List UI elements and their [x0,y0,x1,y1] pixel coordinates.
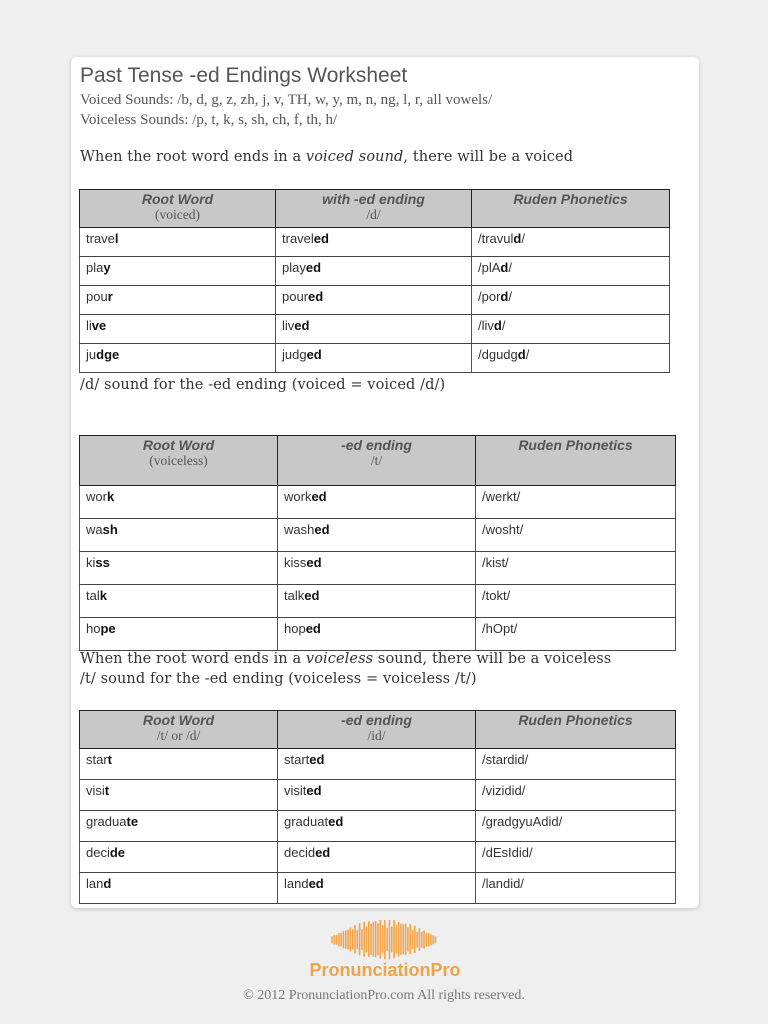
cell-text-end: / [521,231,525,246]
cell-bold-ending: dge [96,347,120,362]
sound-wave-logo-icon [300,920,470,960]
voiceless-table [79,435,676,651]
table-cell [80,519,278,552]
voiceless-rule-after: sound, there will be a voiceless [373,651,612,667]
cell-bold-ending: ed [306,555,322,570]
table-row [80,749,676,780]
table-row [80,519,676,552]
voiced-rule-text [80,149,573,165]
voiced-rule-emphasis: voiced sound [305,149,404,165]
cell-bold-ending: ed [311,489,327,504]
cell-bold-ending: r [107,289,113,304]
cell-bold-ending: ed [304,588,320,603]
column-header [472,190,670,228]
column-header [278,711,476,749]
table-cell [476,780,676,811]
cell-bold-ending: ed [294,318,310,333]
cell-text: talk [284,588,305,603]
column-header-label: with -ed ending [322,191,425,207]
cell-text: graduat [284,814,329,829]
cell-text: /gradgyuAdid/ [482,814,563,829]
cell-text: visit [284,783,307,798]
table-cell [278,780,476,811]
cell-text: work [284,489,312,504]
cell-text: /kist/ [482,555,509,570]
cell-bold-ending: ed [328,814,344,829]
column-header [80,711,278,749]
column-header-sub: (voiceless) [149,453,208,468]
cell-text-end: / [501,318,506,333]
column-header-label: Ruden Phonetics [518,712,633,728]
voiceless-rule-continuation: /t/ sound for the -ed ending (voiceless = voiceless /t/) [80,671,477,687]
cell-text-end: / [508,289,512,304]
table-cell [278,618,476,651]
table-cell [276,257,472,286]
cell-text: deci [86,845,110,860]
cell-bold-ending: k [106,489,115,504]
cell-bold-ending: d [103,876,112,891]
cell-text: gradua [86,814,127,829]
table-cell [476,842,676,873]
column-header-label: -ed ending [341,712,412,728]
table-row [80,486,676,519]
table-row [80,344,670,373]
cell-bold-ending: d [500,260,509,275]
table-cell [278,585,476,618]
cell-bold-ending: d [493,318,502,333]
table-cell [278,749,476,780]
column-header-label: Root Word [141,191,214,207]
cell-text: /liv [478,318,494,333]
table-row [80,286,670,315]
column-header-label: Ruden Phonetics [518,437,633,453]
table-cell [80,842,278,873]
table-cell [80,257,276,286]
column-header-sub: /t/ [370,453,383,468]
cell-text: /tokt/ [482,588,511,603]
cell-text: /landid/ [482,876,524,891]
cell-bold-ending: k [99,588,107,603]
cell-text: trave [86,231,115,246]
column-header [278,436,476,486]
column-header-sub: /t/ or /d/ [156,728,201,743]
table-cell [278,519,476,552]
logo-text: PronunciationPro [309,960,461,980]
cell-bold-ending: de [109,845,126,860]
cell-text: travel [282,231,314,246]
column-header-label: Ruden Phonetics [513,191,628,207]
table-cell [476,749,676,780]
table-cell [476,552,676,585]
cell-bold-ending: te [126,814,139,829]
cell-text: /dgudg [478,347,518,362]
table-row [80,257,670,286]
table-cell [80,618,278,651]
table-cell [276,286,472,315]
cell-text: /werkt/ [482,489,521,504]
cell-bold-ending: pe [100,621,116,636]
table-cell [80,344,276,373]
cell-text: hop [284,621,306,636]
cell-text: land [284,876,309,891]
column-header-label: Root Word [142,712,215,728]
cell-text: ho [86,621,101,636]
table-cell [80,585,278,618]
cell-bold-ending: sh [102,522,118,537]
voiced-table [79,189,670,373]
table-cell [278,811,476,842]
cell-bold-ending: y [103,260,111,275]
voiced-sounds-line: Voiced Sounds: /b, d, g, z, zh, j, v, TH, w, y, m, n, ng, l, r, all vowels/ [80,92,493,108]
cell-text: wor [86,489,107,504]
table-cell [276,228,472,257]
voiceless-rule-before: When the root word ends in a [80,651,306,667]
voiced-rule-continuation: /d/ sound for the -ed ending (voiced = voiced /d/) [80,377,446,393]
table-cell [278,486,476,519]
cell-bold-ending: ss [95,555,110,570]
cell-bold-ending: l [114,231,119,246]
cell-bold-ending: d [517,347,526,362]
cell-bold-ending: ed [305,260,322,275]
table-cell [80,749,278,780]
cell-text: /vizidid/ [482,783,526,798]
copyright-footer: © 2012 PronunciationPro.com All rights reserved. [243,988,525,1003]
table-cell [476,519,676,552]
cell-text: pour [282,289,309,304]
table-cell [476,873,676,904]
cell-text: /plA [478,260,501,275]
column-header [80,436,278,486]
table-row [80,315,670,344]
table-row [80,552,676,585]
table-cell [472,228,670,257]
cell-text: /travul [478,231,514,246]
table-cell [476,811,676,842]
column-header [476,711,676,749]
table-cell [80,486,278,519]
cell-text: li [86,318,92,333]
table-cell [472,344,670,373]
table-cell [278,552,476,585]
cell-text: /por [478,289,501,304]
cell-bold-ending: ed [306,347,322,362]
table-cell [472,257,670,286]
cell-text: pla [86,260,104,275]
column-header-sub: /d/ [366,207,381,222]
table-cell [476,618,676,651]
column-header [80,190,276,228]
id-ending-table [79,710,676,904]
table-cell [278,873,476,904]
cell-text: tal [86,588,100,603]
table-cell [472,315,670,344]
column-header-sub: /id/ [367,728,386,743]
table-cell [80,552,278,585]
table-cell [276,344,472,373]
table-header-row [80,436,676,486]
table-header-row [80,711,676,749]
voiced-rule-before: When the root word ends in a [80,149,306,165]
table-row [80,228,670,257]
cell-text-end: / [508,260,512,275]
cell-text: visi [86,783,105,798]
cell-bold-ending: ed [308,289,324,304]
table-cell [80,315,276,344]
table-cell [80,780,278,811]
cell-bold-ending: ed [313,231,329,246]
column-header [276,190,472,228]
table-row [80,811,676,842]
cell-bold-ending: d [500,289,509,304]
column-header-sub: (voiced) [155,207,200,222]
table-cell [276,315,472,344]
table-row [80,585,676,618]
voiceless-rule-emphasis: voiceless [305,651,374,667]
cell-text: ki [86,555,96,570]
voiced-rule-after: , there will be a voiced [403,149,574,165]
column-header-label: Root Word [142,437,215,453]
column-header-label: -ed ending [341,437,412,453]
cell-text: kiss [284,555,307,570]
table-cell [476,486,676,519]
voiceless-rule-text [80,651,611,667]
table-row [80,780,676,811]
cell-bold-ending: ed [306,783,322,798]
cell-text: /stardid/ [482,752,529,767]
table-row [80,873,676,904]
cell-bold-ending: d [513,231,522,246]
cell-text: pou [86,289,108,304]
pronunciationpro-logo [300,920,470,984]
table-row [80,842,676,873]
table-cell [278,842,476,873]
cell-text: play [282,260,306,275]
table-header-row [80,190,670,228]
cell-text: judg [282,347,307,362]
cell-text-end: / [525,347,530,362]
cell-bold-ending: ed [314,522,330,537]
cell-text: start [284,752,310,767]
table-cell [80,873,278,904]
cell-bold-ending: t [104,783,110,798]
cell-bold-ending: t [107,752,113,767]
cell-bold-ending: ed [305,621,321,636]
table-row [80,618,676,651]
cell-text: /wosht/ [482,522,524,537]
table-cell [80,811,278,842]
table-cell [476,585,676,618]
cell-text: /dEsIdid/ [482,845,533,860]
cell-bold-ending: ve [91,318,107,333]
voiceless-sounds-line: Voiceless Sounds: /p, t, k, s, sh, ch, f, th, h/ [80,112,338,128]
table-cell [80,286,276,315]
cell-text: decid [284,845,316,860]
cell-bold-ending: ed [308,876,324,891]
cell-text: star [86,752,108,767]
cell-bold-ending: ed [315,845,331,860]
table-cell [80,228,276,257]
cell-text: wa [86,522,103,537]
cell-text: /hOpt/ [482,621,518,636]
cell-bold-ending: ed [309,752,325,767]
table-cell [472,286,670,315]
cell-text: liv [282,318,295,333]
page-title: Past Tense -ed Endings Worksheet [80,64,408,87]
cell-text: ju [86,347,97,362]
cell-text: lan [86,876,104,891]
cell-text: wash [284,522,315,537]
column-header [476,436,676,486]
